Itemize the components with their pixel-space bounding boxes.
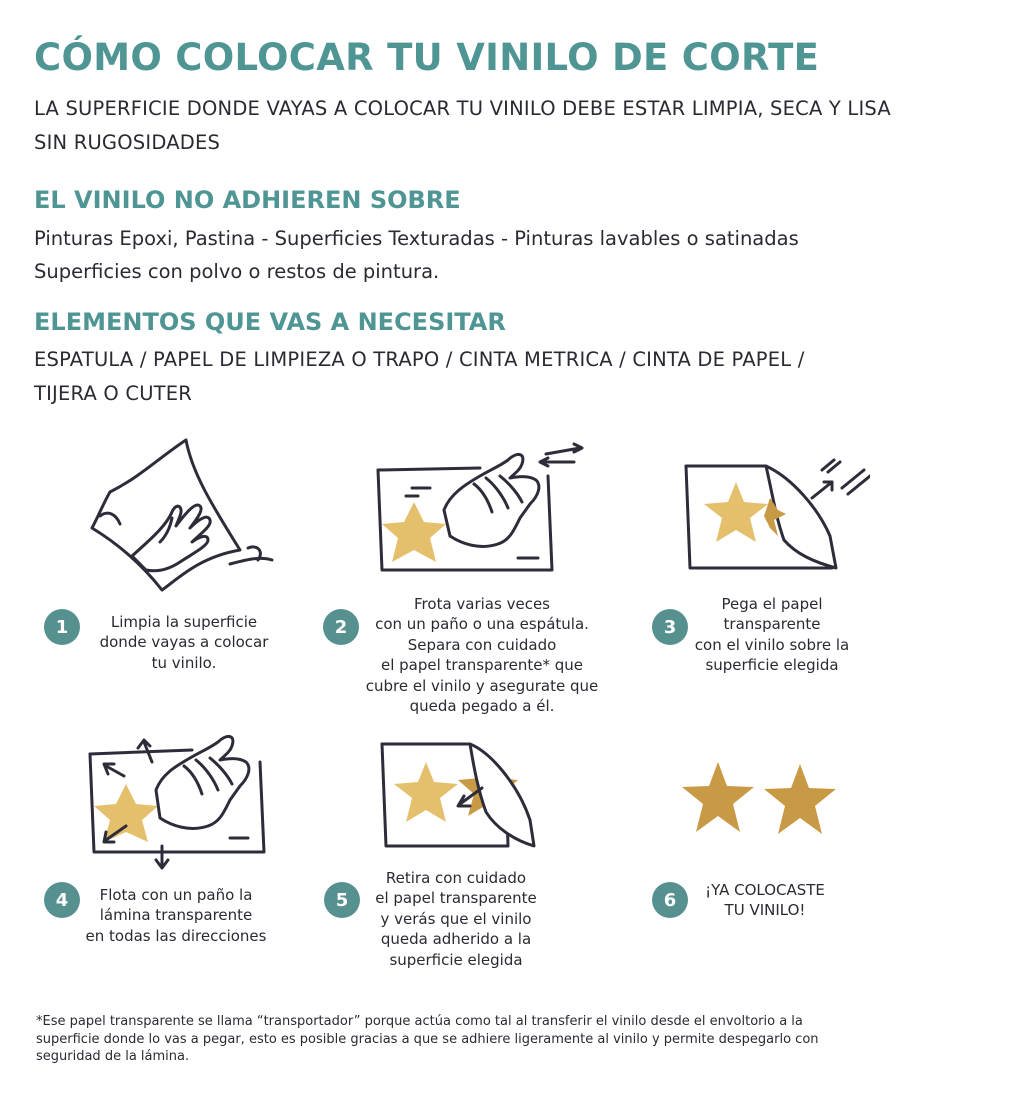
step-5-line: queda adherido a la <box>380 930 532 949</box>
step-5-text <box>366 868 546 970</box>
step-2-line: queda pegado a él. <box>409 697 555 716</box>
step-2-line: con un paño o una espátula. <box>375 615 589 634</box>
step-2-line: Separa con cuidado <box>407 635 557 654</box>
footnote <box>36 1013 916 1066</box>
cleaning-cloth-hand-icon <box>80 432 280 592</box>
step-4-line: lámina transparente <box>99 906 253 925</box>
step-2-line: Frota varias veces <box>414 595 550 613</box>
step-2-line: cubre el vinilo y asegurate que <box>365 676 599 695</box>
step-2-number: 2 <box>334 616 348 638</box>
step-4-line: Flota con un paño la <box>99 886 253 904</box>
step-3-number: 3 <box>663 616 677 638</box>
step-2-badge <box>323 609 359 645</box>
step-6-line: TU VINILO! <box>724 901 806 920</box>
page-title: CÓMO COLOCAR TU VINILO DE CORTE <box>34 36 820 79</box>
step-3-text <box>672 594 872 676</box>
step-6-line: ¡YA COLOCASTE <box>705 881 825 899</box>
step-5-line: Retira con cuidado <box>385 869 527 887</box>
elementos-heading: ELEMENTOS QUE VAS A NECESITAR <box>34 308 506 336</box>
step-2-text <box>356 594 608 716</box>
step-6-text <box>700 880 830 921</box>
step-1-text <box>78 612 290 673</box>
step-5-line: el papel transparente <box>375 889 537 908</box>
footnote-line: seguridad de la lámina. <box>36 1049 190 1064</box>
elementos-text <box>34 343 1009 411</box>
step-4-text <box>70 885 282 946</box>
step-5-badge <box>324 882 360 918</box>
step-5-number: 5 <box>335 889 349 911</box>
no-adhiere-heading: EL VINILO NO ADHIEREN SOBRE <box>34 186 461 214</box>
step-4-number: 4 <box>55 889 69 911</box>
step-5-line: y verás que el vinilo <box>380 909 532 928</box>
elementos-line-2: TIJERA O CUTER <box>34 382 193 405</box>
step-1-line: Limpia la superficie <box>110 613 258 631</box>
step-6-badge <box>652 882 688 918</box>
no-adhiere-text <box>34 222 994 288</box>
no-adhiere-line-2: Superficies con polvo o restos de pintura. <box>34 260 440 283</box>
smooth-directions-icon <box>80 728 280 872</box>
rubbing-hand-sheet-icon <box>370 440 594 576</box>
step-2-line: el papel transparente* que <box>380 656 584 675</box>
intro-line-2: SIN RUGOSIDADES <box>34 131 221 154</box>
footnote-line: superficie donde lo vas a pegar, esto es posible gracias a que se adhiere ligeramente al vinilo y permite despegarlo con <box>36 1031 819 1047</box>
step-5-line: superficie elegida <box>389 950 523 969</box>
step-1-line: donde vayas a colocar <box>99 633 269 652</box>
intro-text <box>34 92 1009 160</box>
footnote-line: *Ese papel transparente se llama “transportador” porque actúa como tal al transferir el vinilo desde el envoltorio a la <box>36 1014 803 1029</box>
two-stars-icon <box>680 758 850 842</box>
no-adhiere-line-1: Pinturas Epoxi, Pastina - Superficies Texturadas - Pinturas lavables o satinadas <box>34 227 799 250</box>
step-6-number: 6 <box>663 889 677 911</box>
intro-line-1: LA SUPERFICIE DONDE VAYAS A COLOCAR TU VINILO DEBE ESTAR LIMPIA, SECA Y LISA <box>34 97 891 120</box>
peel-sheet-star-icon <box>680 458 870 576</box>
step-1-number: 1 <box>55 616 69 638</box>
step-3-line: superficie elegida <box>705 656 839 675</box>
step-4-line: en todas las direcciones <box>85 926 267 945</box>
step-3-line: Pega el papel <box>721 595 823 613</box>
step-3-line: transparente <box>723 615 821 634</box>
elementos-line-1: ESPATULA / PAPEL DE LIMPIEZA O TRAPO / CINTA METRICA / CINTA DE PAPEL / <box>34 348 805 371</box>
step-3-line: con el vinilo sobre la <box>694 635 850 654</box>
step-1-line: tu vinilo. <box>151 653 217 672</box>
step-1-badge <box>44 609 80 645</box>
remove-transfer-icon <box>378 738 548 854</box>
